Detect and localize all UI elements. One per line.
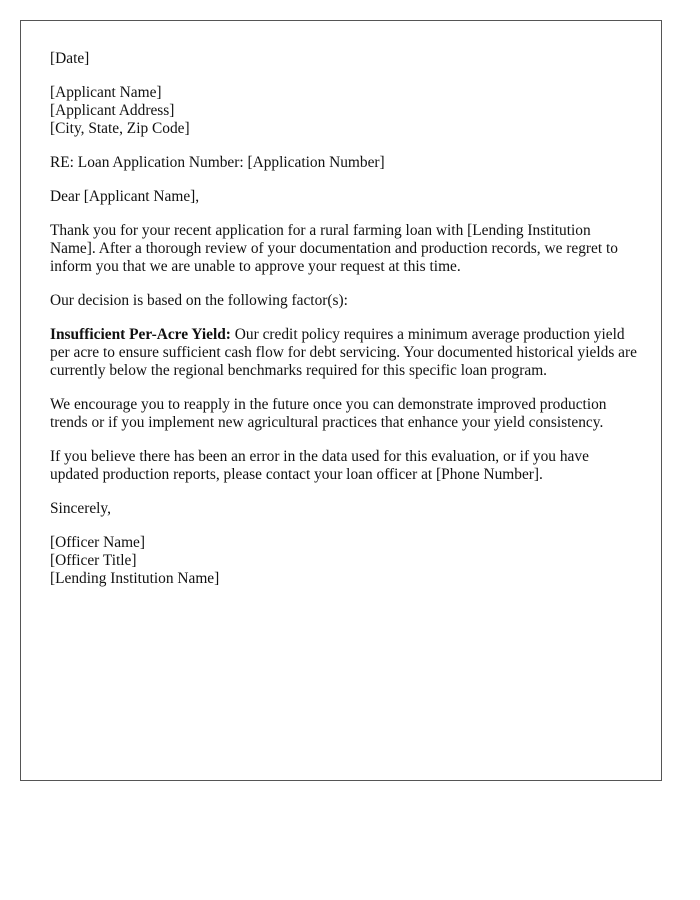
applicant-address-block bbox=[50, 84, 637, 138]
officer-name: [Officer Name] bbox=[50, 534, 145, 551]
closing: Sincerely, bbox=[50, 500, 111, 517]
salutation: Dear [Applicant Name], bbox=[50, 188, 200, 205]
officer-title: [Officer Title] bbox=[50, 552, 137, 569]
encourage-paragraph: We encourage you to reapply in the future once you can demonstrate improved production trends or if you implement new agricultural practices that enhance your yield consistency. bbox=[50, 396, 607, 431]
letter-date: [Date] bbox=[50, 50, 90, 67]
institution-name: [Lending Institution Name] bbox=[50, 570, 220, 587]
decision-intro: Our decision is based on the following factor(s): bbox=[50, 292, 348, 309]
letter-page bbox=[20, 20, 662, 781]
re-line: RE: Loan Application Number: [Application Number] bbox=[50, 154, 385, 171]
factor-paragraph bbox=[50, 326, 637, 380]
factor-text: Our credit policy requires a minimum average production yield per acre to ensure sufficient cash flow for debt servicing. Your documented historical yields are currently below the regional benchmarks required for this specific loan program. bbox=[50, 326, 637, 379]
contact-paragraph: If you believe there has been an error in the data used for this evaluation, or if you have updated production reports, please contact your loan officer at [Phone Number]. bbox=[50, 448, 589, 483]
factor-label: Insufficient Per-Acre Yield: bbox=[50, 326, 231, 343]
signature-block bbox=[50, 534, 637, 588]
intro-paragraph: Thank you for your recent application for a rural farming loan with [Lending Institution Name]. After a thorough review of your documentation and production records, we regret to inform you that we are unable to approve your request at this time. bbox=[50, 222, 618, 275]
applicant-address: [Applicant Address] bbox=[50, 102, 175, 119]
applicant-city-state-zip: [City, State, Zip Code] bbox=[50, 120, 190, 137]
applicant-name: [Applicant Name] bbox=[50, 84, 162, 101]
